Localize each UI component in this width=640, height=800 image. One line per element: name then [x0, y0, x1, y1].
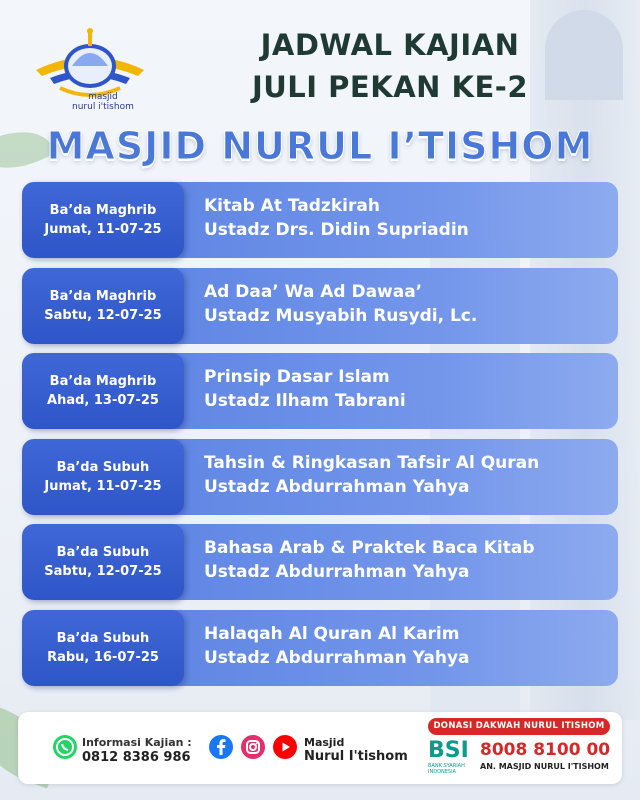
schedule-topic: Kitab At Tadzkirah: [204, 196, 380, 216]
schedule-day: Jumat, 11-07-25: [44, 222, 162, 237]
schedule-day: Sabtu, 12-07-25: [44, 307, 162, 323]
logo-line-1: masjid: [88, 92, 118, 102]
schedule-row: [22, 524, 618, 600]
youtube-icon[interactable]: [272, 734, 298, 760]
schedule-topic: Ad Daa’ Wa Ad Dawaa’: [204, 281, 423, 302]
schedule-time: Ba’da Subuh: [56, 459, 150, 475]
schedule-ustadz: Ustadz Abdurrahman Yahya: [204, 476, 470, 497]
schedule-time: Ba’da Maghrib: [49, 374, 157, 389]
schedule-date-box: [22, 182, 184, 258]
schedule-date-box: [22, 353, 184, 429]
schedule-row: [22, 610, 618, 686]
page-title-line-2: JULI PEKAN KE-2: [251, 70, 529, 104]
schedule-row: [22, 353, 618, 429]
footer-bar: [18, 712, 622, 784]
schedule-date-box: [22, 268, 184, 344]
schedule-ustadz: Ustadz Abdurrahman Yahya: [204, 562, 470, 582]
schedule-date-box: [22, 439, 184, 515]
schedule-time: Ba’da Subuh: [56, 545, 150, 560]
schedule-ustadz: Ustadz Drs. Didin Supriadin: [204, 220, 469, 240]
social-handle-line-2: Nurul I'tishom: [304, 749, 408, 764]
schedule-time: Ba’da Maghrib: [49, 288, 157, 304]
donasi-banner: DONASI DAKWAH NURUL ITISHOM: [428, 718, 610, 735]
schedule-day: Sabtu, 12-07-25: [44, 564, 162, 579]
schedule-day: Jumat, 11-07-25: [44, 478, 162, 494]
schedule-ustadz: Ustadz Abdurrahman Yahya: [204, 647, 470, 668]
schedule-date-box: [22, 610, 184, 686]
schedule-day: Rabu, 16-07-25: [47, 649, 159, 665]
schedule-row: [22, 268, 618, 344]
schedule-topic: Prinsip Dasar Islam: [204, 367, 390, 387]
schedule-ustadz: Ustadz Musyabih Rusydi, Lc.: [204, 305, 478, 326]
schedule-day: Ahad, 13-07-25: [47, 393, 159, 408]
schedule-topic: Bahasa Arab & Praktek Baca Kitab: [204, 538, 535, 558]
info-label: Informasi Kajian :: [82, 736, 192, 749]
masjid-name-title: MASJID NURUL I’TISHOM: [46, 124, 594, 168]
page-title-line-1: JADWAL KAJIAN: [260, 28, 520, 62]
schedule-topic: Tahsin & Ringkasan Tafsir Al Quran: [204, 452, 540, 473]
schedule-time: Ba’da Maghrib: [49, 203, 157, 218]
social-handle-line-1: Masjid: [304, 736, 345, 749]
schedule-list: [22, 182, 618, 695]
info-phone: 0812 8386 986: [82, 750, 191, 765]
logo-text: [72, 92, 134, 112]
schedule-row: [22, 182, 618, 258]
account-name: AN. MASJID NURUL I'TISHOM: [480, 762, 609, 771]
bank-subtitle: BANK SYARIAH INDONESIA: [428, 763, 465, 775]
account-number: 8008 8100 00: [480, 740, 611, 760]
logo-line-2: nurul i'tishom: [72, 102, 134, 112]
schedule-date-box: [22, 524, 184, 600]
schedule-topic: Halaqah Al Quran Al Karim: [204, 623, 460, 644]
schedule-ustadz: Ustadz Ilham Tabrani: [204, 391, 406, 411]
facebook-icon[interactable]: [208, 734, 234, 760]
bank-logo: BSI: [428, 738, 469, 763]
schedule-row: [22, 439, 618, 515]
schedule-time: Ba’da Subuh: [56, 630, 150, 646]
whatsapp-icon[interactable]: [52, 734, 78, 760]
instagram-icon[interactable]: [240, 734, 266, 760]
